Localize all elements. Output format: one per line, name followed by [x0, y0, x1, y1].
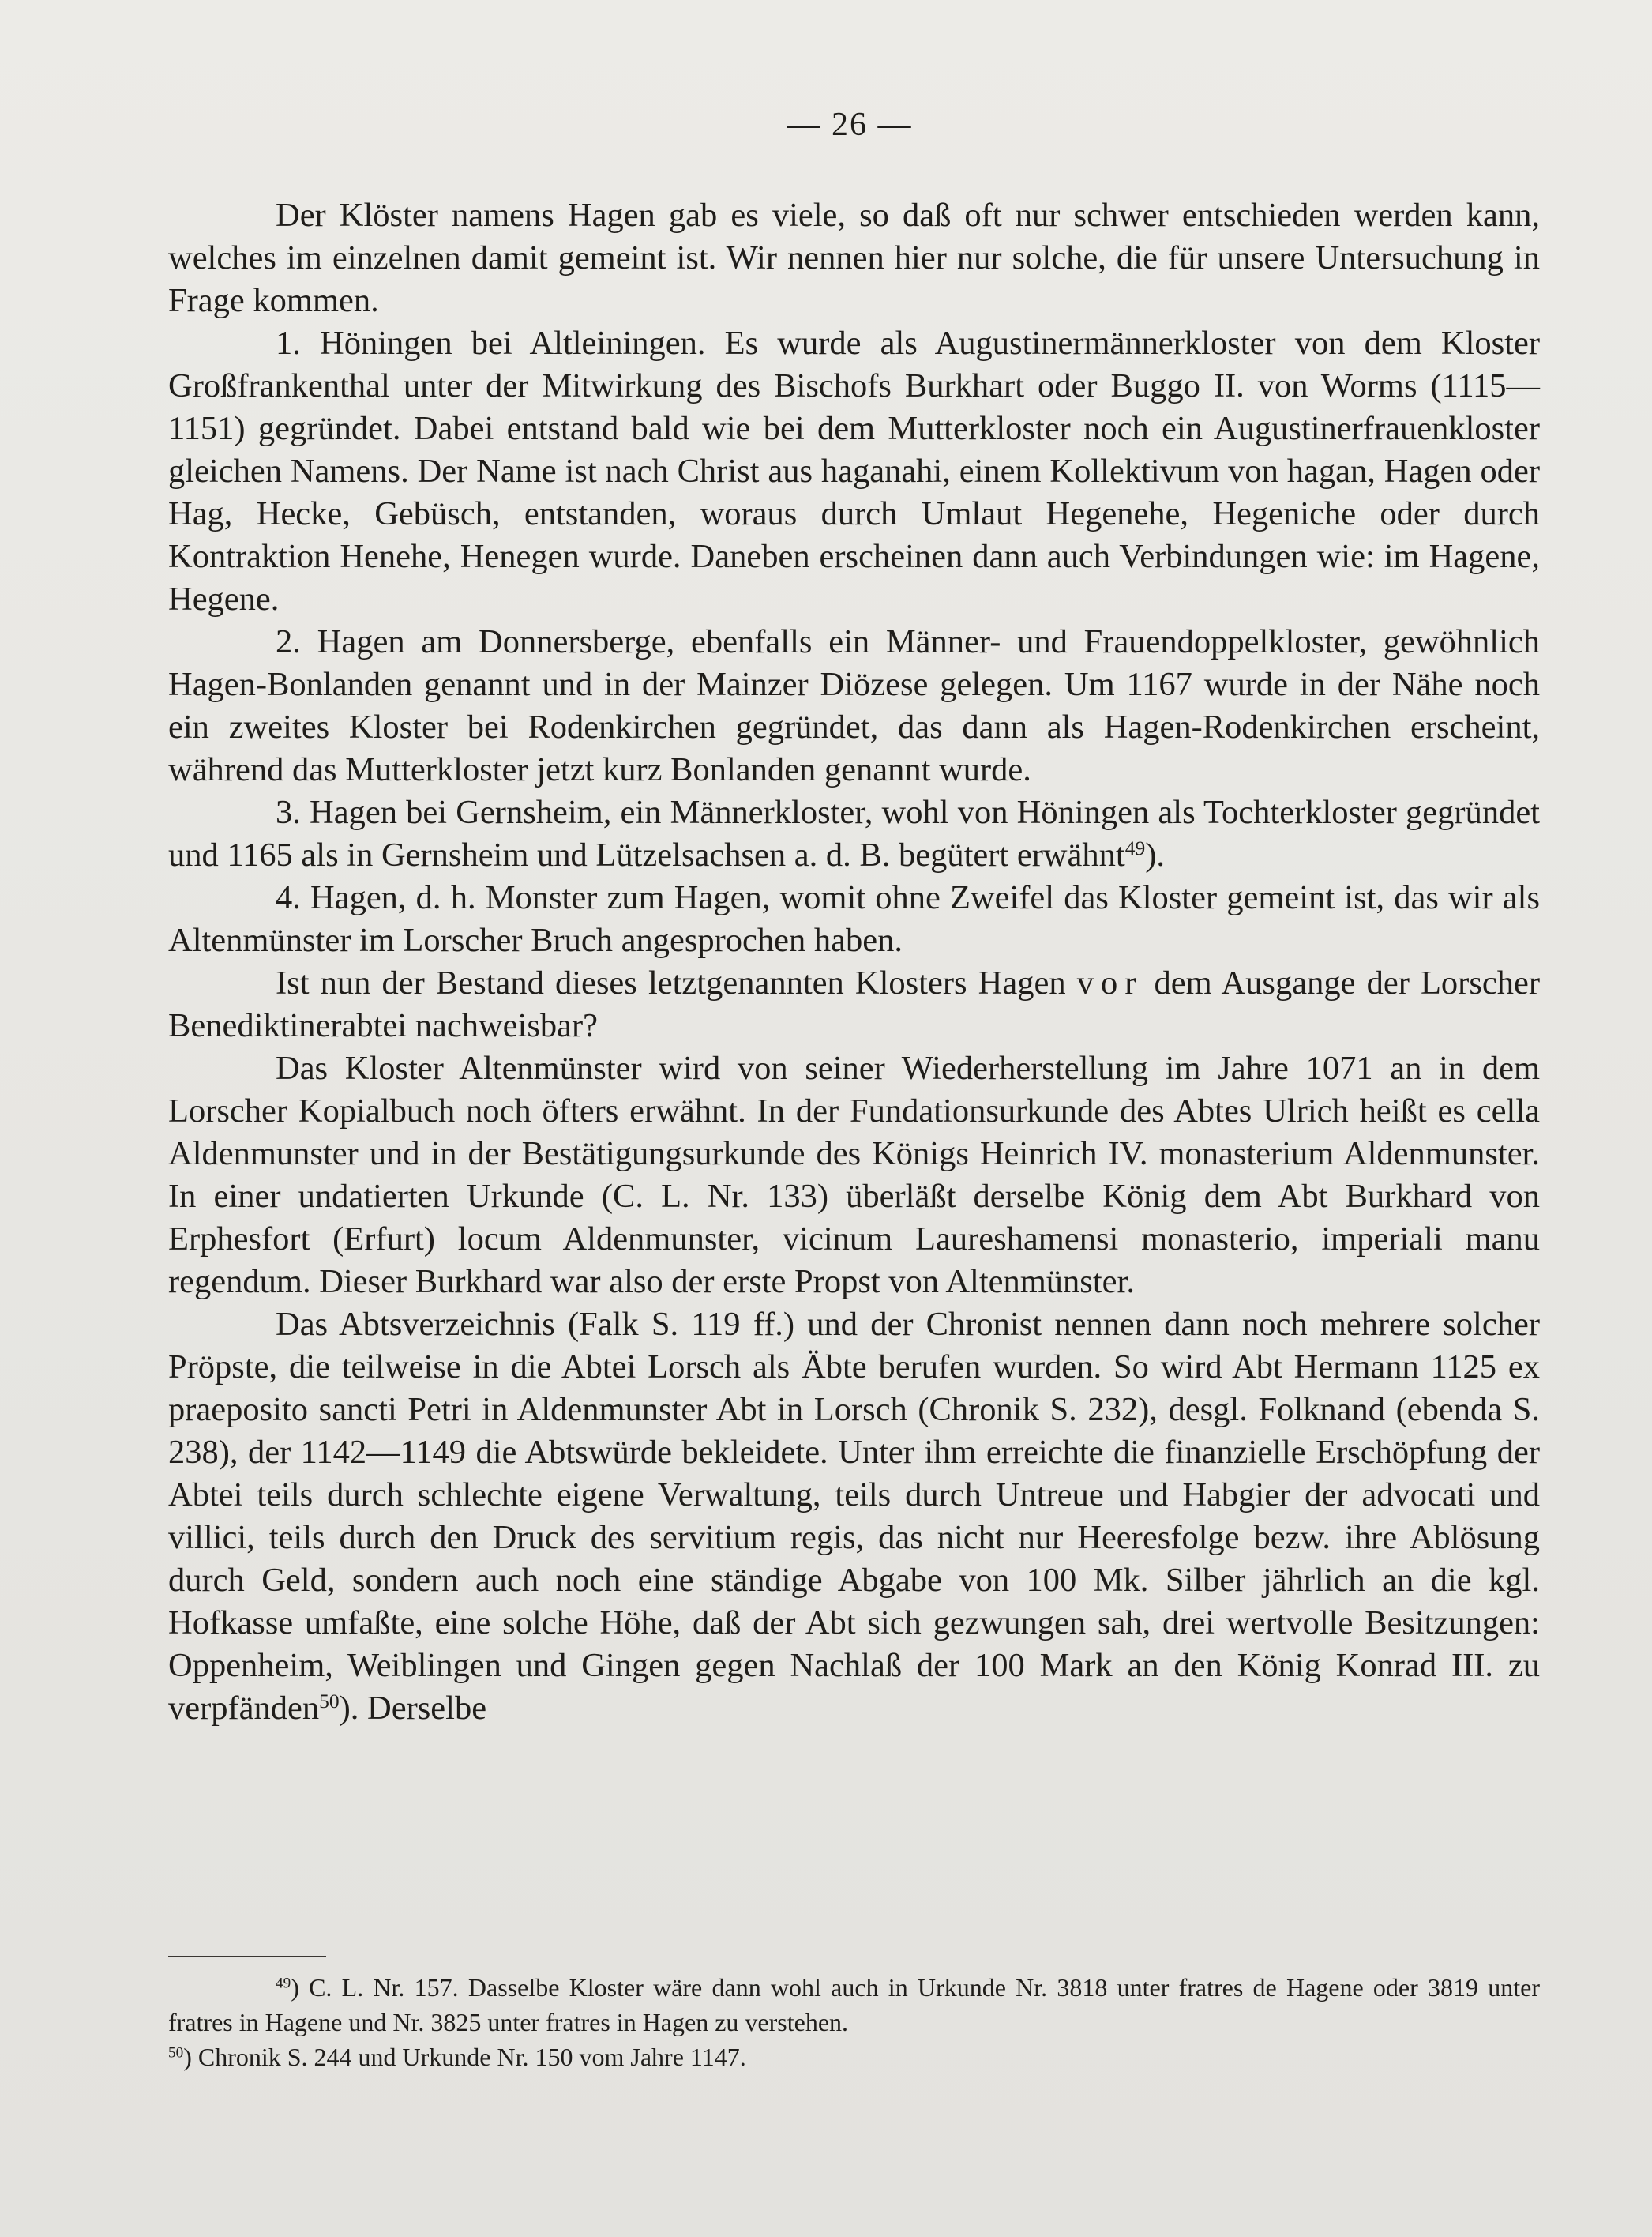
paragraph-intro: Der Klöster namens Hagen gab es viele, so daß oft nur schwer entschieden werden kann, welches im einzelnen damit gemeint ist. Wir nennen hier nur solche, die für unsere Untersuchung in Frage kommen.	[168, 197, 1540, 319]
paragraph-hagen-gernsheim-text: 3. Hagen bei Gernsheim, ein Männerkloster, wohl von Höningen als Tochterkloster gegründet und 1165 als in Gernsheim und Lützelsachsen a. d. B. begütert erwähnt	[168, 794, 1540, 874]
footnote-50-text: ) Chronik S. 244 und Urkunde Nr. 150 vom Jahre 1147.	[183, 2043, 746, 2071]
paragraph-abtsverzeichnis-end: ). Derselbe	[339, 1690, 487, 1727]
paragraph-hoeningen: 1. Höningen bei Altleiningen. Es wurde als Augustinermännerkloster von dem Kloster Großfrankenthal unter der Mitwirkung des Bischofs Burkhart oder Buggo II. von Worms (1115—1151) gegründet. Dabei entstand bald wie bei dem Mutterkloster noch ein Augustinerfrauenkloster gleichen Namens. Der Name ist nach Christ aus haganahi, einem Kollektivum von hagan, Hagen oder Hag, Hecke, Gebüsch, entstanden, woraus durch Umlaut Hegenehe, Hegeniche oder durch Kontraktion Henehe, Henegen wurde. Daneben erscheinen dann auch Verbindungen wie: im Hagene, Hegene.	[168, 325, 1540, 618]
paragraph-monster-zum-hagen: 4. Hagen, d. h. Monster zum Hagen, womit ohne Zweifel das Kloster gemeint ist, das wir als Altenmünster im Lorscher Bruch angesprochen haben.	[168, 879, 1540, 959]
footnote-49	[168, 1970, 1540, 2040]
paragraph-hagen-gernsheim-end: ).	[1145, 837, 1166, 874]
footnote-49-text: ) C. L. Nr. 157. Dasselbe Kloster wäre dann wohl auch in Urkunde Nr. 3818 unter fratres de Hagene oder 3819 unter fratres in Hagene und Nr. 3825 unter fratres in Hagen zu verstehen.	[168, 1973, 1540, 2036]
paragraph-abtsverzeichnis	[168, 1303, 1540, 1730]
paragraph-hagen-gernsheim	[168, 791, 1540, 877]
footnotes	[168, 1970, 1540, 2074]
footnote-divider	[168, 1956, 326, 1957]
paragraph-abtsverzeichnis-text: Das Abtsverzeichnis (Falk S. 119 ff.) und der Chronist nennen dann noch mehrere solcher Pröpste, die teilweise in die Abtei Lorsch als Äbte berufen wurden. So wird Abt Hermann 1125 ex praeposito sancti Petri in Aldenmunster Abt in Lorsch (Chronik S. 232), desgl. Folknand (ebenda S. 238), der 1142—1149 die Abtswürde bekleidete. Unter ihm erreichte die finanzielle Erschöpfung der Abtei teils durch schlechte eigene Verwaltung, teils durch Untreue und Habgier der advocati und villici, teils durch den Druck des servitium regis, das nicht nur Heeresfolge bezw. ihre Ablösung durch Geld, sondern auch noch eine ständige Abgabe von 100 Mk. Silber jährlich an die kgl. Hofkasse umfaßte, eine solche Höhe, daß der Abt sich gezwungen sah, drei wertvolle Besitzungen: Oppenheim, Weiblingen und Gingen gegen Nachlaß der 100 Mark an den König Konrad III. zu verpfänden	[168, 1306, 1540, 1727]
paragraph-question-start: Ist nun der Bestand dieses letztgenannten Klosters Hagen	[276, 964, 1066, 1002]
footnote-ref-50: 50	[319, 1689, 340, 1713]
footnote-50-mark: 50	[168, 2044, 184, 2062]
paragraph-question	[168, 962, 1540, 1047]
page-number: — 26 —	[787, 107, 913, 143]
spaced-word-vor: vor	[1076, 964, 1143, 1002]
footnote-ref-49: 49	[1124, 836, 1146, 859]
footnote-49-mark: 49	[276, 1975, 291, 1992]
footnote-50	[168, 2040, 1540, 2074]
main-text	[168, 194, 1540, 1730]
paragraph-hagen-donnersberge: 2. Hagen am Donnersberge, ebenfalls ein Männer- und Frauendoppelkloster, gewöhnlich Hagen-Bonlanden genannt und in der Mainzer Diözese gelegen. Um 1167 wurde in der Nähe noch ein zweites Kloster bei Rodenkirchen gegründet, das dann als Hagen-Rodenkirchen erscheint, während das Mutterkloster jetzt kurz Bonlanden genannt wurde.	[168, 623, 1540, 788]
paragraph-question-end: dem Ausgange der Lorscher Benediktinerabtei nachweisbar?	[168, 964, 1541, 1044]
paragraph-altenmuenster: Das Kloster Altenmünster wird von seiner Wiederherstellung im Jahre 1071 an in dem Lorscher Kopialbuch noch öfters erwähnt. In der Fundationsurkunde des Abtes Ulrich heißt es cella Aldenmunster und in der Bestätigungsurkunde des Königs Heinrich IV. monasterium Aldenmunster. In einer undatierten Urkunde (C. L. Nr. 133) überläßt derselbe König dem Abt Burkhard von Erphesfort (Erfurt) locum Aldenmunster, vicinum Laureshamensi monasterio, imperiali manu regendum. Dieser Burkhard war also der erste Propst von Altenmünster.	[168, 1050, 1540, 1300]
